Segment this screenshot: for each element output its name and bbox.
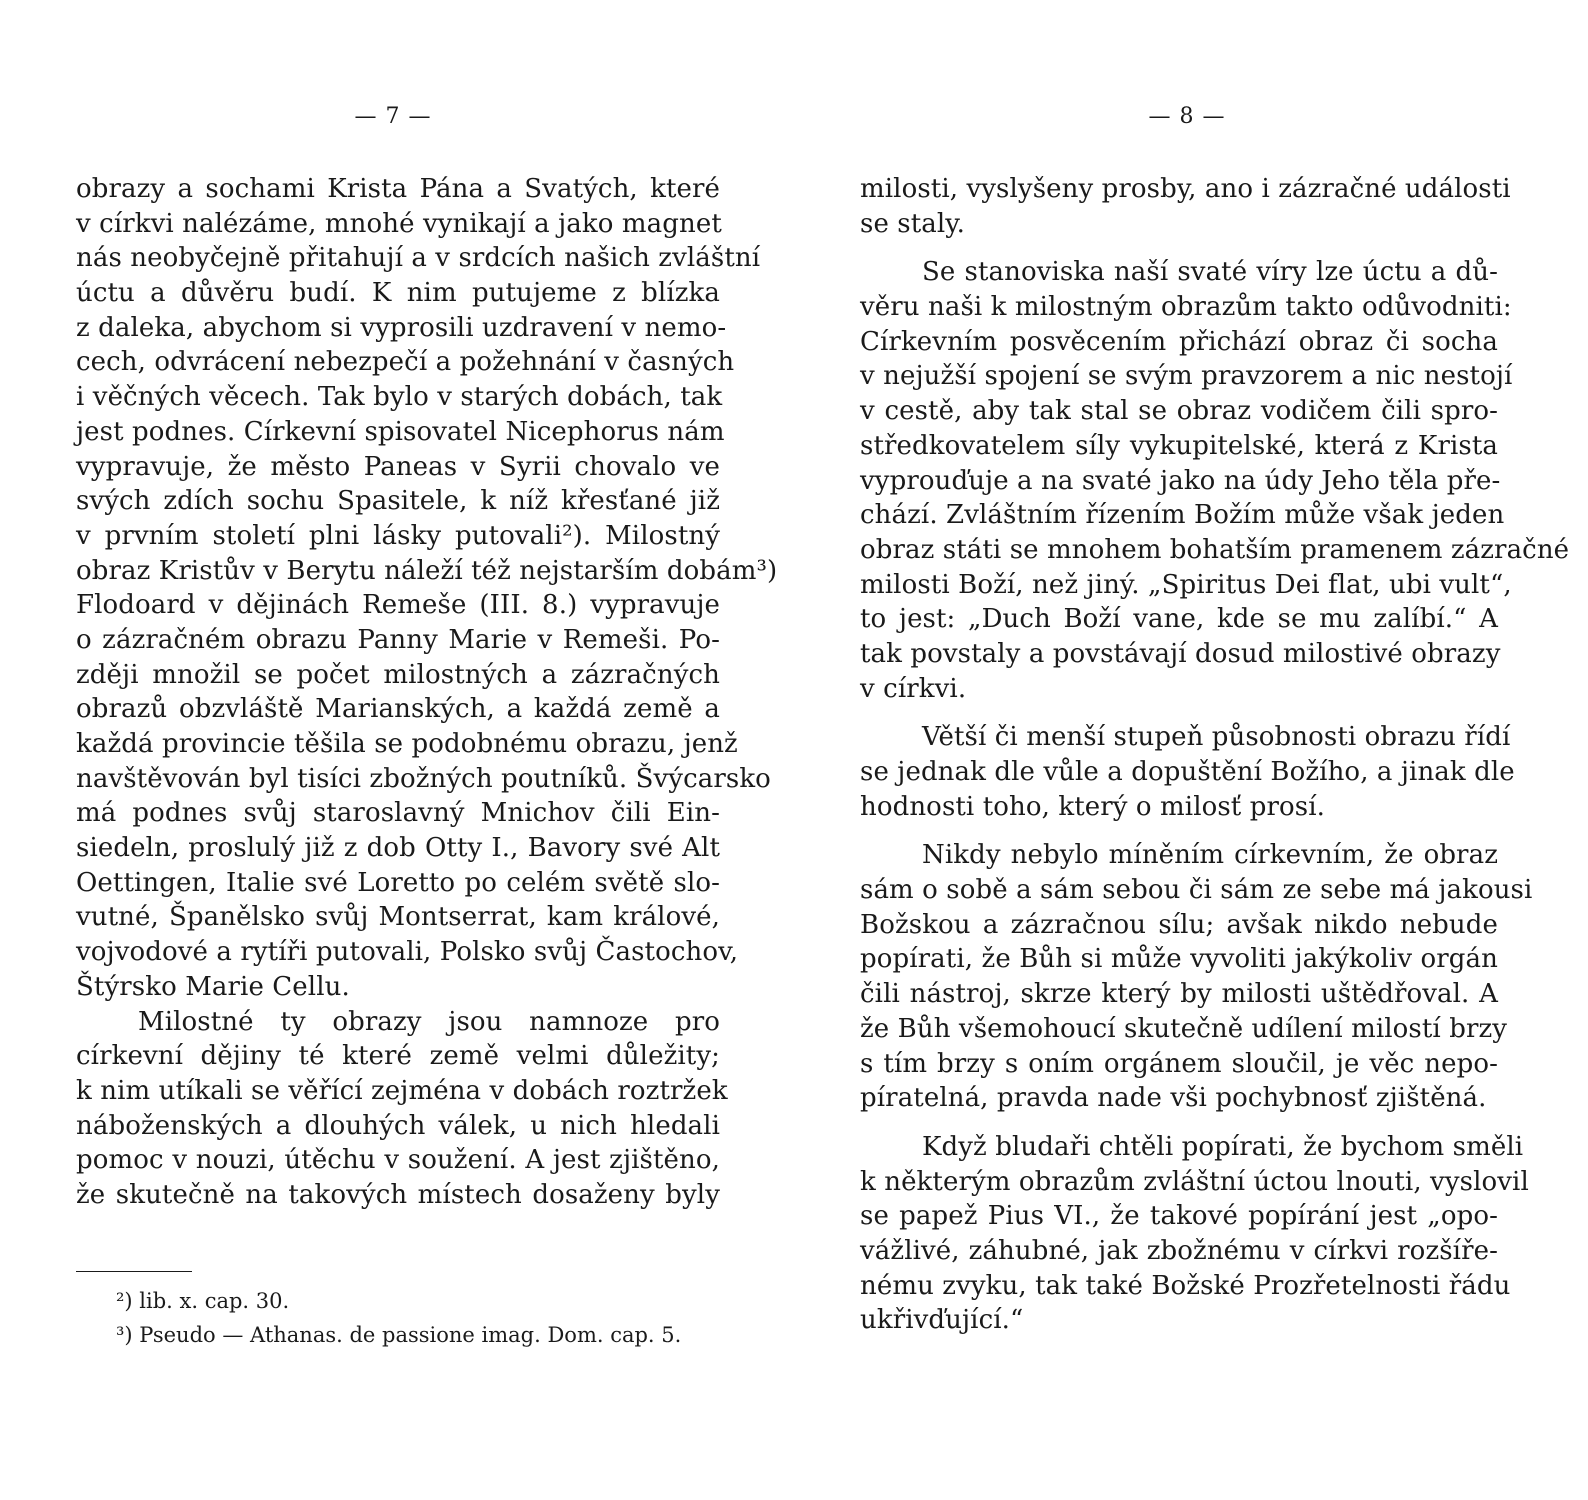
text-line: chází. Zvláštním řízením Božím může však jeden: [860, 500, 1505, 531]
text-line: ukřivďující.“: [860, 1305, 1024, 1336]
text-line: zději množil se počet milostných a zázračných: [76, 659, 720, 690]
text-line: i věčných věcech. Tak bylo v starých dobách, tak: [76, 382, 723, 413]
footnote-rule: [76, 1271, 192, 1272]
text-line: náboženských a dlouhých válek, u nich hledali: [76, 1110, 720, 1141]
text-line: Milostné ty obrazy jsou namnoze pro: [138, 1006, 720, 1037]
right-page: [794, 0, 1588, 1500]
text-line: Se stanoviska naší svaté víry lze úctu a dů-: [922, 257, 1498, 288]
text-line: se jednak dle vůle a dopuštění Božího, a jinak dle: [860, 757, 1515, 787]
text-line: Božskou a zázračnou sílu; avšak nikdo nebude: [860, 909, 1498, 940]
text-line: milosti Boží, než jiný. „Spiritus Dei flat, ubi vult“,: [860, 569, 1512, 600]
text-line: že skutečně na takových místech dosaženy byly: [76, 1179, 720, 1210]
text-line: navštěvován byl tisíci zbožných poutníků. Švýcarsko: [76, 763, 771, 794]
text-line: vyprouďuje a na svaté jako na údy Jeho těla pře-: [860, 465, 1501, 496]
text-line: svých zdích sochu Spasitele, k níž křesťané již: [76, 486, 720, 517]
text-line: čili nástroj, skrze který by milosti uštědřoval. A: [860, 979, 1498, 1010]
text-line: Oettingen, Italie své Loretto po celém světě slo-: [76, 867, 720, 898]
text-line: v církvi.: [860, 673, 967, 704]
text-line: hodnosti toho, který o milosť prosí.: [860, 791, 1325, 822]
text-line: obraz státi se mnohem bohatším pramenem zázračné: [860, 534, 1570, 565]
text-line: sám o sobě a sám sebou či sám ze sebe má jakousi: [860, 875, 1533, 906]
text-line: píratelná, pravda nade vši pochybnosť zjištěná.: [860, 1083, 1487, 1114]
text-line: se staly.: [860, 208, 966, 239]
text-line: o zázračném obrazu Panny Marie v Remeši. Po-: [76, 624, 720, 655]
text-line: vutné, Španělsko svůj Montserrat, kam králové,: [76, 902, 720, 933]
text-line: jest podnes. Církevní spisovatel Nicephorus nám: [76, 416, 725, 447]
text-line: obrazů obzvláště Marianských, a každá země a: [76, 694, 720, 725]
text-line: Církevním posvěcením přichází obraz či socha: [860, 326, 1498, 357]
text-line: církevní dějiny té které země velmi důležity;: [76, 1041, 720, 1072]
text-line: cech, odvrácení nebezpečí a požehnání v časných: [76, 347, 735, 378]
text-line: Štýrsko Marie Cellu.: [76, 971, 350, 1002]
text-line: k některým obrazům zvláštní úctou lnouti, vyslovil: [860, 1166, 1529, 1197]
text-line: středkovatelem síly vykupitelské, která z Krista: [860, 430, 1498, 461]
text-line: vojvodové a rytíři putovali, Polsko svůj Častochov,: [76, 937, 739, 968]
text-line: úctu a důvěru budí. K nim putujeme z blízka: [76, 278, 720, 309]
text-line: obrazy a sochami Krista Pána a Svatých, které: [76, 174, 720, 204]
footnotes: [116, 1284, 736, 1352]
text-line: nému zvyku, tak také Božské Prozřetelnosti řádu: [860, 1270, 1511, 1301]
text-line: Když bludaři chtěli popírati, že bychom směli: [922, 1131, 1524, 1162]
text-line: Větší či menší stupeň působnosti obrazu řídí: [922, 722, 1511, 753]
text-line: z daleka, abychom si vyprosili uzdravení v nemo-: [76, 312, 727, 343]
text-line: v cestě, aby tak stal se obraz vodičem čili spro-: [860, 396, 1498, 427]
text-line: vypravuje, že město Paneas v Syrii chovalo ve: [76, 451, 720, 482]
text-line: pomoc v nouzi, útěchu v soužení. A jest zjištěno,: [76, 1145, 720, 1176]
text-line: k nim utíkali se věřící zejména v dobách roztržek: [76, 1075, 728, 1106]
text-column: [860, 172, 1570, 1338]
text-line: v nejužší spojení se svým pravzorem a nic nestojí: [860, 361, 1513, 392]
text-line: milosti, vyslyšeny prosby, ano i zázračné události: [860, 174, 1511, 204]
text-line: v prvním století plni lásky putovali²). Milostný: [76, 520, 720, 551]
text-line: každá provincie těšila se podobnému obrazu, jenž: [76, 729, 738, 759]
text-line: Flodoard v dějinách Remeše (III. 8.) vypravuje: [76, 590, 720, 621]
page-number: — 7 —: [354, 104, 432, 129]
text-line: v církvi nalézáme, mnohé vynikají a jako magnet: [76, 208, 722, 239]
text-line: siedeln, proslulý již z dob Otty I., Bavory své Alt: [76, 833, 720, 864]
text-line: věru naši k milostným obrazům takto odůvodniti:: [860, 292, 1512, 323]
text-line: tak povstaly a povstávají dosud milostivé obrazy: [860, 638, 1501, 669]
text-line: obraz Kristův v Berytu náleží též nejstarším dobám³): [76, 555, 778, 586]
text-line: popírati, že Bůh si může vyvoliti jakýkoliv orgán: [860, 944, 1498, 975]
footnote: ²) lib. x. cap. 30.: [116, 1289, 290, 1313]
text-line: se papež Pius VI., že takové popírání jest „opo-: [860, 1201, 1498, 1232]
text-line: má podnes svůj staroslavný Mnichov čili Ein-: [76, 798, 720, 829]
text-line: to jest: „Duch Boží vane, kde se mu zalíbí.“ A: [860, 604, 1498, 635]
text-line: vážlivé, záhubné, jak zbožnému v církvi rozšíře-: [860, 1235, 1498, 1266]
text-column: [76, 172, 778, 1213]
text-line: s tím brzy s oním orgánem sloučil, je věc nepo-: [860, 1048, 1498, 1079]
page-number: — 8 —: [1148, 104, 1226, 129]
text-line: nás neobyčejně přitahují a v srdcích našich zvláštní: [76, 243, 761, 274]
text-line: Nikdy nebylo míněním církevním, že obraz: [922, 840, 1498, 871]
footnote: ³) Pseudo — Athanas. de passione imag. Dom. cap. 5.: [116, 1323, 682, 1347]
text-line: že Bůh všemohoucí skutečně udílení milostí brzy: [860, 1013, 1508, 1044]
